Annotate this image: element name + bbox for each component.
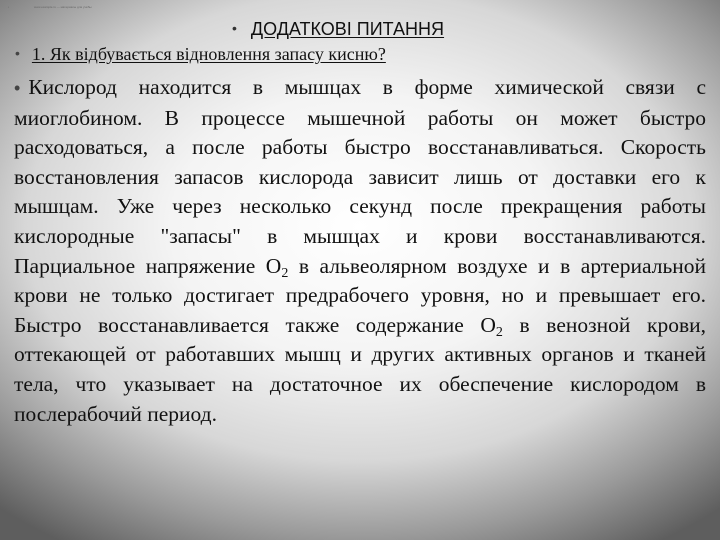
question-bullet: • [15, 45, 20, 61]
title-bullet: • [232, 20, 237, 36]
answer-text-part-3: в венозной крови, оттекающей от работавших мышц и других активных органов и тканей тела, что указывает на достаточное их обеспечение кислородом в послерабочий период. [14, 312, 706, 426]
question-text: 1. Як відбувається відновлення запасу кисню? [31, 44, 386, 64]
header-bullet: • [8, 5, 10, 9]
slide-source-header [8, 5, 92, 9]
slide-title [232, 17, 444, 40]
question-line [15, 42, 386, 65]
answer-text-part-2: в альвеолярном воздухе и в артериальной крови не только достигает предрабочего уровня, но и превышает его. Быстро восстанавливается также содержание O [14, 253, 707, 337]
slide-title-text: ДОДАТКОВІ ПИТАННЯ [250, 19, 445, 39]
header-source-text: www.example.ru — материалы для учёбы [33, 5, 92, 9]
answer-text-part-1: Кислород находится в мышцах в форме химической связи с миоглобином. В процессе мышечной работы он может быстро расходоваться, а после работы быстро восстанавливаться. Скорость восстановления запасов кислорода зависит лишь от доставки его к мышцам. Уже через несколько секунд после прекращения работы кислородные "запасы" в мышцах и крови восстанавливаются. Парциальное напряжение O [14, 75, 706, 278]
o2-subscript-1: 2 [281, 265, 289, 281]
o2-subscript-2: 2 [495, 324, 503, 340]
answer-paragraph [14, 73, 706, 429]
answer-bullet: • [14, 78, 21, 98]
